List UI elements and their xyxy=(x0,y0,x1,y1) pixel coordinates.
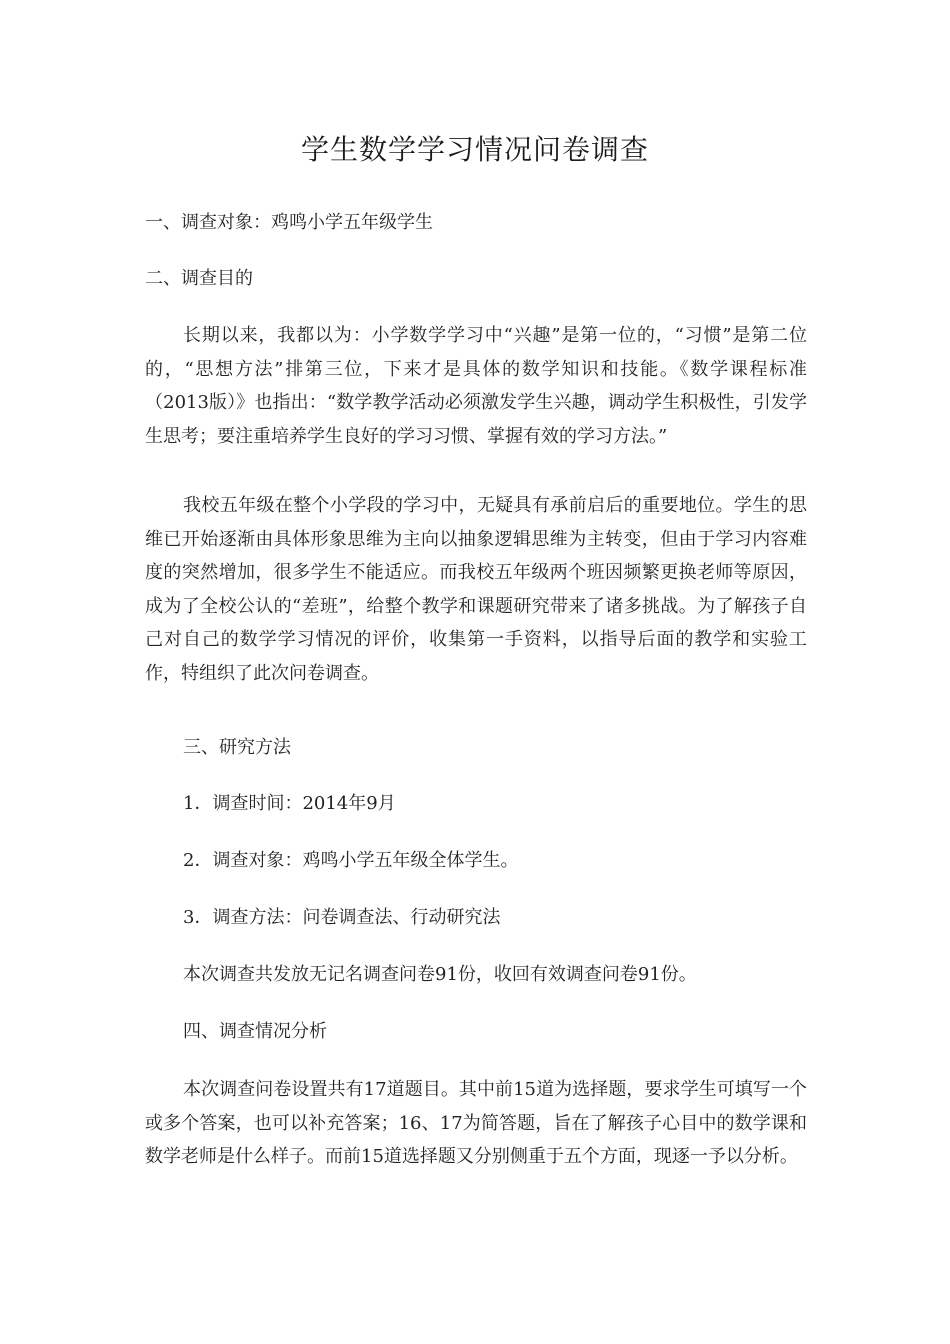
section-survey-purpose: 二、调查目的 xyxy=(145,268,253,289)
section-survey-target: 一、调查对象：鸡鸣小学五年级学生 xyxy=(145,212,433,233)
paragraph-analysis: 本次调查问卷设置共有17道题目。其中前15道为选择题，要求学生可填写一个或多个答案，也可以补充答案；16、17为简答题，旨在了解孩子心目中的数学课和数学老师是什么样子。而前15道选择题又分别侧重于五个方面，现逐一予以分析。 xyxy=(145,1079,807,1167)
method-item-approach: 3．调查方法：问卷调查法、行动研究法 xyxy=(183,907,501,928)
method-item-time: 1．调查时间：2014年9月 xyxy=(183,793,396,814)
paragraph-purpose-1: 长期以来，我都以为：小学数学学习中“兴趣”是第一位的，“习惯”是第二位的，“思想方法”排第三位，下来才是具体的数学知识和技能。《数学课程标准（2013版）》也指出：“数学教学活动必须激发学生兴趣，调动学生积极性，引发学生思考；要注重培养学生良好的学习习惯、掌握有效的学习方法。” xyxy=(145,325,807,447)
section-analysis: 四、调查情况分析 xyxy=(183,1021,327,1042)
section-research-method: 三、研究方法 xyxy=(183,737,291,758)
method-item-target: 2．调查对象：鸡鸣小学五年级全体学生。 xyxy=(183,850,519,871)
document-title: 学生数学学习情况问卷调查 xyxy=(300,133,649,166)
paragraph-purpose-2: 我校五年级在整个小学段的学习中，无疑具有承前启后的重要地位。学生的思维已开始逐渐由具体形象思维为主向以抽象逻辑思维为主转变，但由于学习内容难度的突然增加，很多学生不能适应。而我校五年级两个班因频繁更换老师等原因，成为了全校公认的“差班”，给整个教学和课题研究带来了诸多挑战。为了解孩子自己对自己的数学学习情况的评价，收集第一手资料，以指导后面的教学和实验工作，特组织了此次问卷调查。 xyxy=(145,495,807,684)
survey-summary: 本次调查共发放无记名调查问卷91份，收回有效调查问卷91份。 xyxy=(183,964,697,985)
